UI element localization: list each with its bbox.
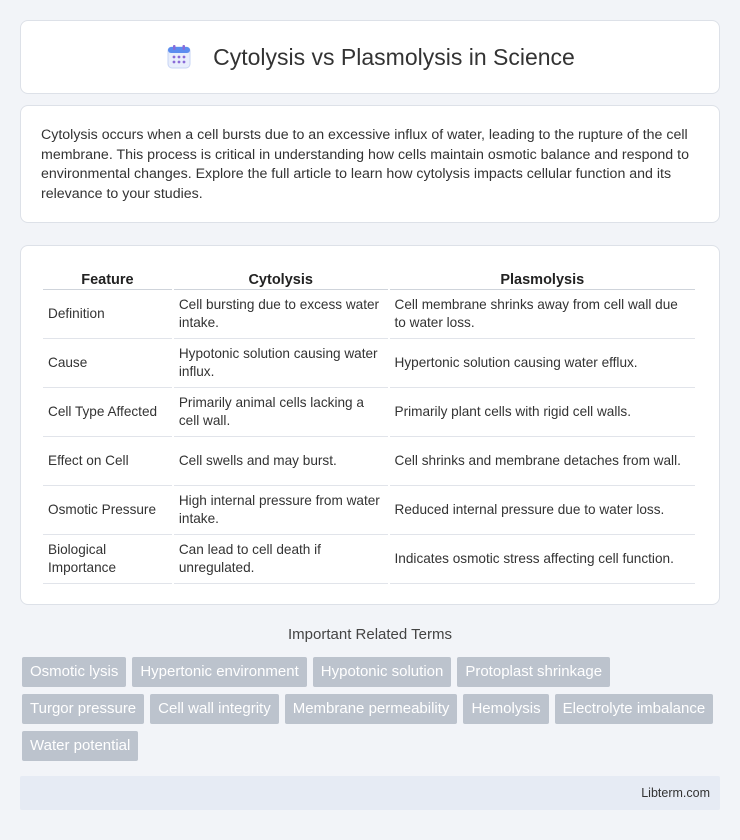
comparison-table <box>41 266 697 584</box>
related-term-tag[interactable]: Turgor pressure <box>22 694 144 724</box>
related-term-tag[interactable]: Electrolyte imbalance <box>555 694 714 724</box>
table-row <box>43 388 695 437</box>
footer-site-link[interactable]: Libterm.com <box>641 786 710 800</box>
calendar-icon <box>165 43 193 71</box>
cytolysis-cell: Can lead to cell death if unregulated. <box>174 535 388 584</box>
plasmolysis-cell: Cell membrane shrinks away from cell wall due to water loss. <box>390 290 695 339</box>
related-term-tag[interactable]: Membrane permeability <box>285 694 458 724</box>
related-term-tag[interactable]: Osmotic lysis <box>22 657 126 687</box>
cytolysis-cell: High internal pressure from water intake. <box>174 486 388 535</box>
related-term-tag[interactable]: Hypertonic environment <box>132 657 306 687</box>
related-terms-title: Important Related Terms <box>288 626 452 643</box>
page-title <box>165 43 575 71</box>
header-plasmolysis: Plasmolysis <box>390 266 695 290</box>
intro-text: Cytolysis occurs when a cell bursts due to an excessive influx of water, leading to the rupture of the cell membrane. This process is critical in understanding how cells maintain osmotic balance and respond to environmental changes. Explore the full article to learn how cytolysis impacts cellular function and its relevance to your studies. <box>41 127 689 202</box>
related-term-tag[interactable]: Hypotonic solution <box>313 657 452 687</box>
intro-card <box>20 105 720 223</box>
feature-cell: Cell Type Affected <box>43 388 172 437</box>
related-term-tag[interactable]: Cell wall integrity <box>150 694 279 724</box>
header-feature: Feature <box>43 266 172 290</box>
plasmolysis-cell: Primarily plant cells with rigid cell walls. <box>390 388 695 437</box>
feature-cell: Cause <box>43 339 172 388</box>
title-card <box>20 20 720 94</box>
page-title-text: Cytolysis vs Plasmolysis in Science <box>213 43 575 70</box>
table-row <box>43 339 695 388</box>
header-cytolysis: Cytolysis <box>174 266 388 290</box>
feature-cell: Definition <box>43 290 172 339</box>
plasmolysis-cell: Reduced internal pressure due to water loss. <box>390 486 695 535</box>
table-row <box>43 486 695 535</box>
feature-cell: Effect on Cell <box>43 437 172 486</box>
feature-cell: Biological Importance <box>43 535 172 584</box>
table-header-row <box>43 266 695 290</box>
related-term-tag[interactable]: Protoplast shrinkage <box>457 657 610 687</box>
cytolysis-cell: Primarily animal cells lacking a cell wall. <box>174 388 388 437</box>
plasmolysis-cell: Hypertonic solution causing water efflux. <box>390 339 695 388</box>
cytolysis-cell: Hypotonic solution causing water influx. <box>174 339 388 388</box>
footer <box>20 776 720 810</box>
cytolysis-cell: Cell swells and may burst. <box>174 437 388 486</box>
table-row <box>43 290 695 339</box>
cytolysis-cell: Cell bursting due to excess water intake. <box>174 290 388 339</box>
plasmolysis-cell: Cell shrinks and membrane detaches from wall. <box>390 437 695 486</box>
table-row <box>43 437 695 486</box>
feature-cell: Osmotic Pressure <box>43 486 172 535</box>
related-term-tag[interactable]: Water potential <box>22 731 138 761</box>
table-row <box>43 535 695 584</box>
comparison-card <box>20 245 720 605</box>
plasmolysis-cell: Indicates osmotic stress affecting cell function. <box>390 535 695 584</box>
related-terms-list <box>22 657 722 768</box>
related-term-tag[interactable]: Hemolysis <box>463 694 548 724</box>
